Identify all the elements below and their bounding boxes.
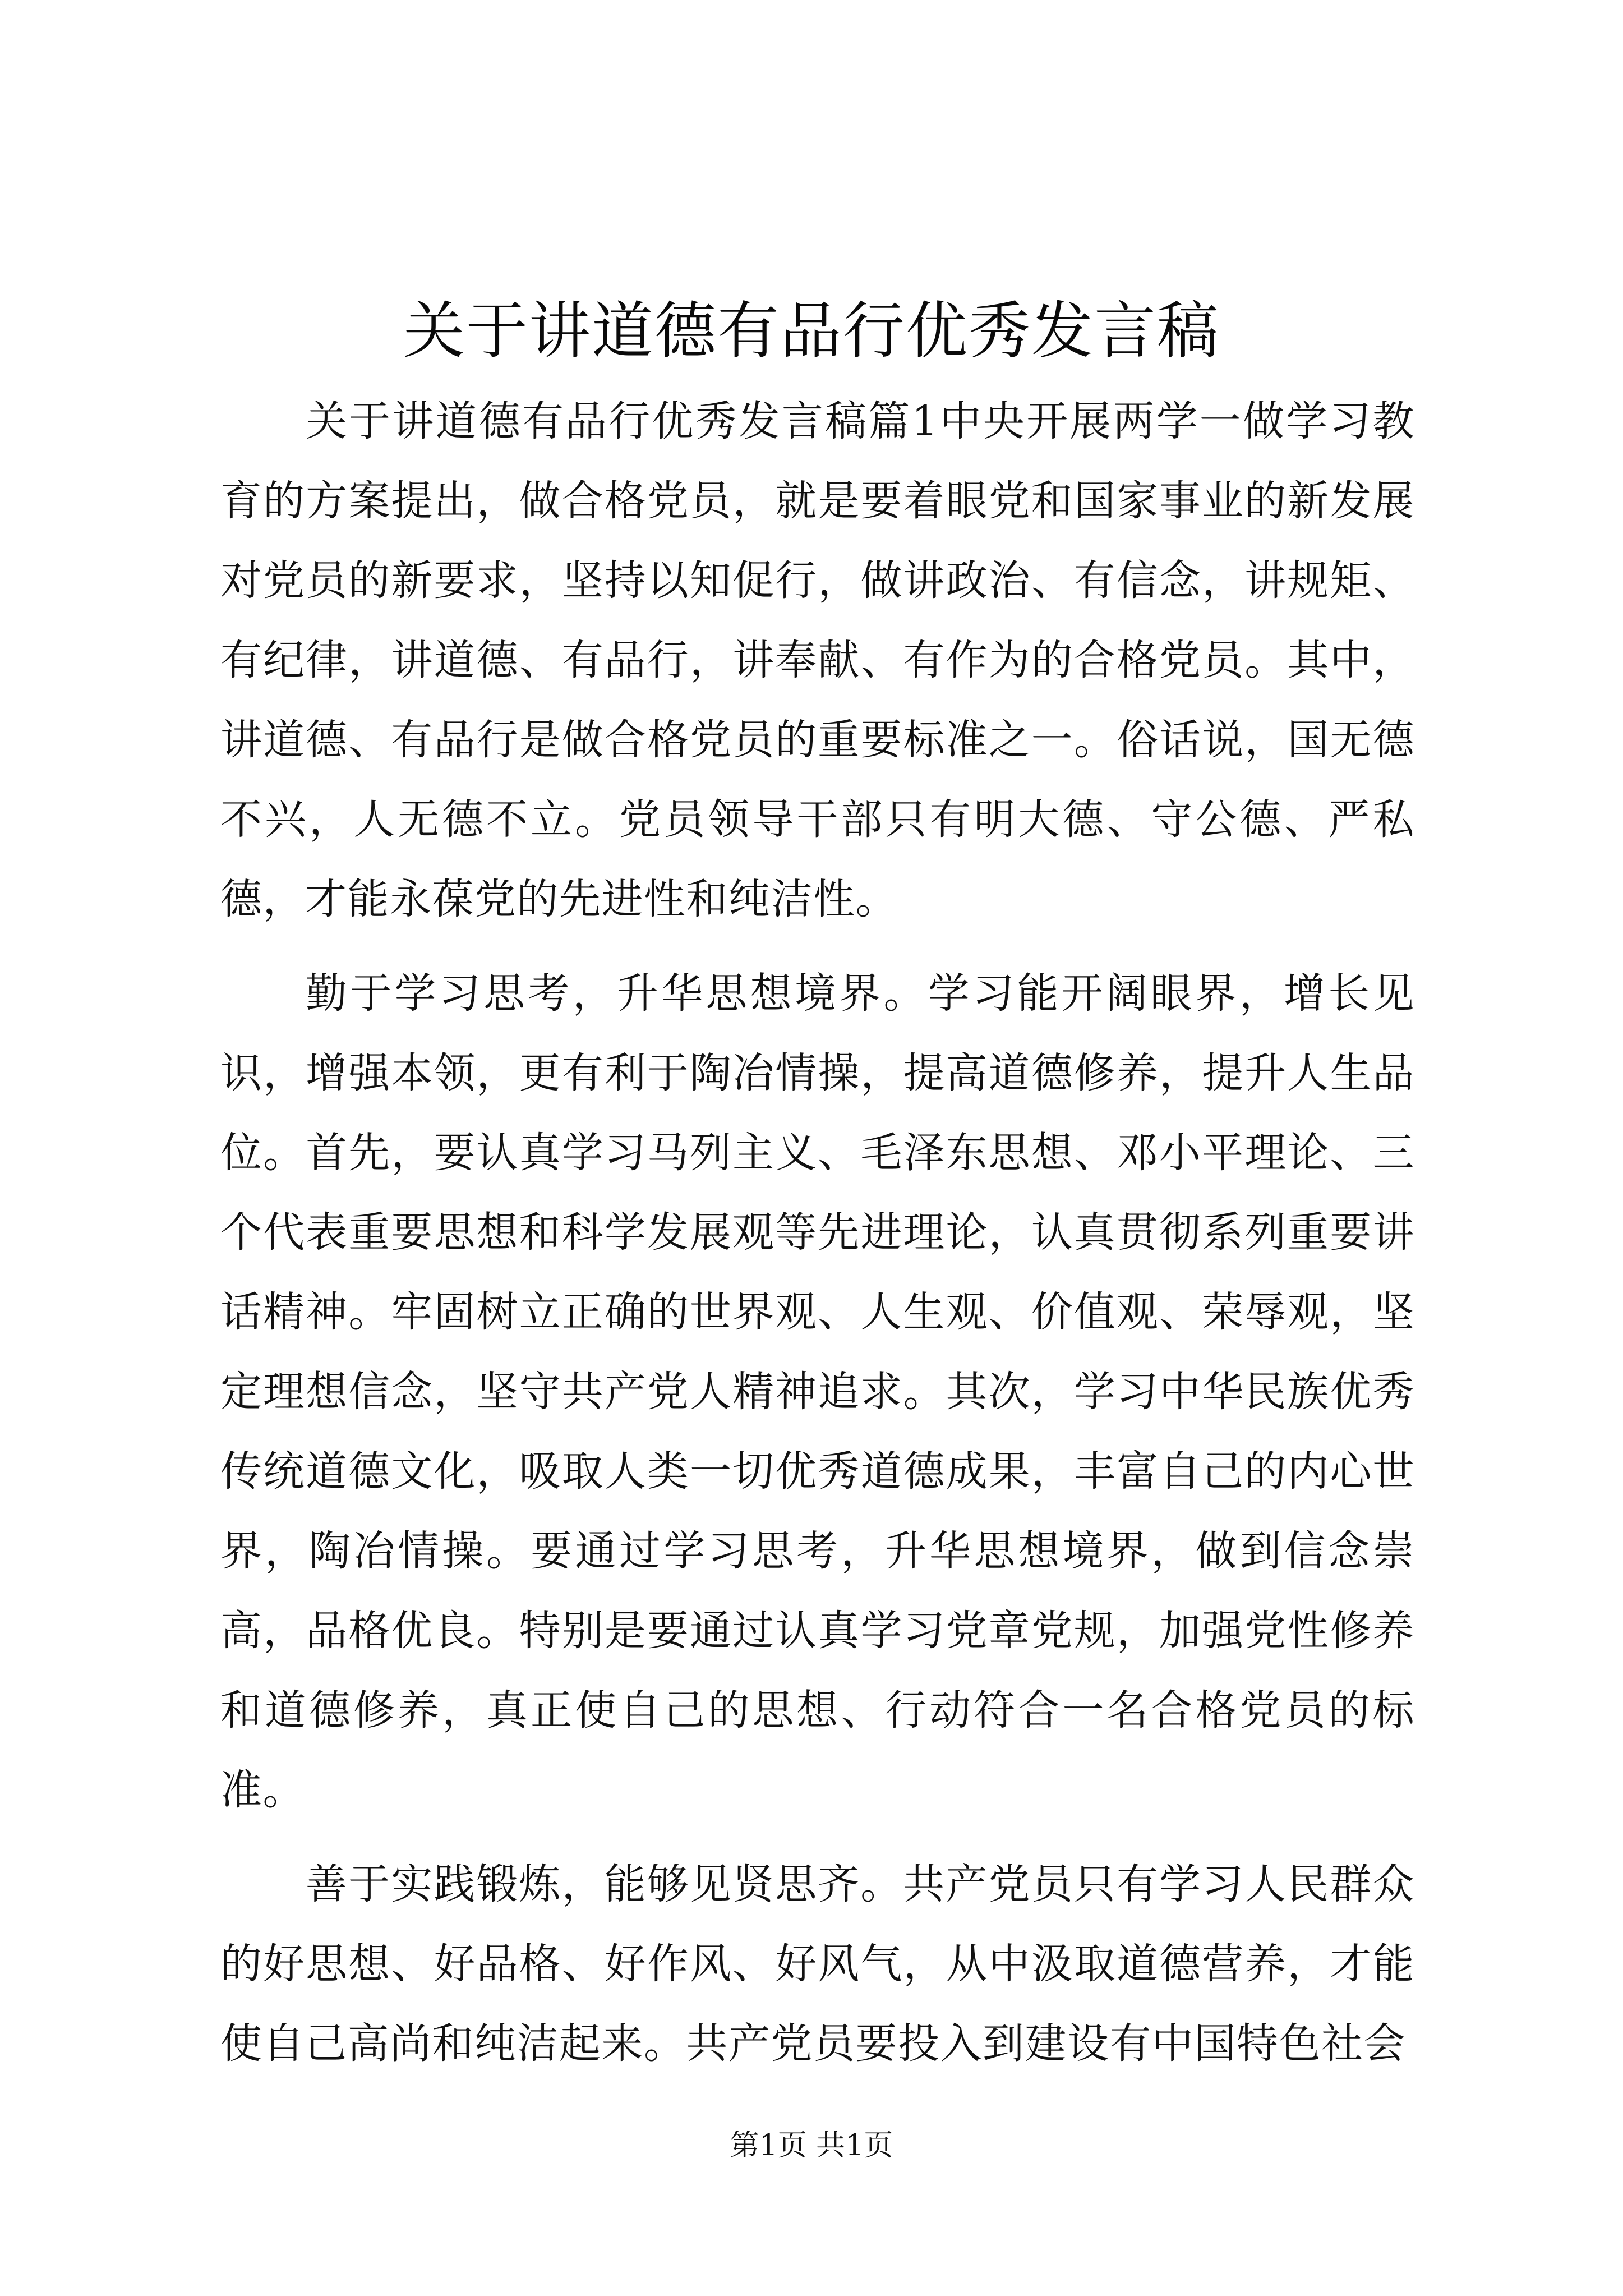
paragraph-1: 关于讲道德有品行优秀发言稿篇1中央开展两学一做学习教育的方案提出，做合格党员，就是要着眼党和国家事业的新发展对党员的新要求，坚持以知促行，做讲政治、有信念，讲规矩、有纪律，讲道德、有品行，讲奉献、有作为的合格党员。其中，讲道德、有品行是做合格党员的重要标准之一。俗话说，国无德不兴，人无德不立。党员领导干部只有明大德、守公德、严私德，才能永葆党的先进性和纯洁性。 — [220, 397, 1415, 923]
page-footer: 第1页 共1页 — [730, 2129, 893, 2162]
paragraph-2: 勤于学习思考，升华思想境界。学习能开阔眼界，增长见识，增强本领，更有利于陶冶情操，提高道德修养，提升人生品位。首先，要认真学习马列主义、毛泽东思想、邓小平理论、三个代表重要思想和科学发展观等先进理论，认真贯彻系列重要讲话精神。牢固树立正确的世界观、人生观、价值观、荣辱观，坚定理想信念，坚守共产党人精神追求。其次，学习中华民族优秀传统道德文化，吸取人类一切优秀道德成果，丰富自己的内心世界，陶冶情操。要通过学习思考，升华思想境界，做到信念崇高，品格优良。特别是要通过认真学习党章党规，加强党性修养和道德修养，真正使自己的思想、行动符合一名合格党员的标准。 — [220, 969, 1415, 1814]
paragraph-3: 善于实践锻炼，能够见贤思齐。共产党员只有学习人民群众的好思想、好品格、好作风、好风气，从中汲取道德营养，才能使自己高尚和纯洁起来。共产党员要投入到建设有中国特色社会 — [220, 1860, 1415, 2068]
document-body — [220, 381, 1415, 2098]
document-title: 关于讲道德有品行优秀发言稿 — [403, 295, 1220, 367]
